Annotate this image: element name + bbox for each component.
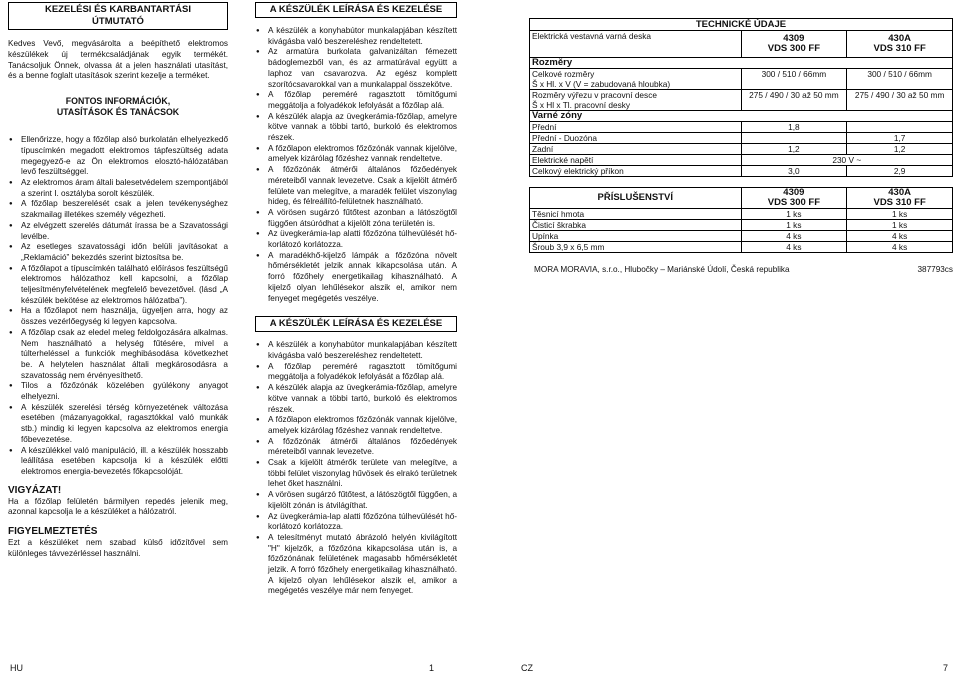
table-cell: Přední xyxy=(530,122,742,133)
table-cell: 300 / 510 / 66mm xyxy=(741,69,847,90)
overall-label-sub: Š x Hl. x V (V = zabudovaná hloubka) xyxy=(532,79,671,89)
table-row xyxy=(530,231,953,242)
footer-right-page-number: 7 xyxy=(943,663,949,673)
accessories-model1-header xyxy=(741,188,847,209)
safety-title xyxy=(8,96,228,118)
manual-title-line2: ÚTMUTATÓ xyxy=(92,16,144,27)
description-heading-2: A KÉSZÜLÉK LEÍRÁSA ÉS KEZELÉSE xyxy=(255,316,457,332)
safety-list xyxy=(8,135,228,478)
tech-section-zones: Varné zóny xyxy=(530,111,953,122)
tech-product-label: Elektrická vestavná varná deska xyxy=(532,31,651,41)
list-item: ● Az üvegkerámia-lap alatti főzőzóna túlhevülését hő-korlátozó korlátozza. xyxy=(255,229,457,250)
table-row xyxy=(530,133,953,144)
table-cell: 4 ks xyxy=(741,231,847,242)
model-number: 4309 xyxy=(783,33,805,44)
table-cell: 275 / 490 / 30 až 50 mm xyxy=(847,90,953,111)
table-cell: 3,0 xyxy=(741,166,847,177)
list-item: ● Az armatúra burkolata galvanizáltan fémezett bádoglemezből van, és az armatúrával együtt a laphoz van csavarozva. Az egész komplett szorítócsavarokkal van a munkalappal összekötve. xyxy=(255,47,457,90)
description-list-2 xyxy=(255,340,457,597)
list-item: ● A telesítményt mutató ábrázoló helyén kivilágított "H" kijelzők, a főzőzóna kikapcsolása után is, a főzőzónának felületének magasabb hőmérsékletét jelzik. A forró főzőhely energetikailag kihasználható. A kijelző olyan lehűlésekor alszik el, amikor a megégetés veszélye már nem fenyeget. xyxy=(255,533,457,597)
table-cell: 275 / 490 / 30 až 50 mm xyxy=(741,90,847,111)
list-item: ● Tilos a főzőzónák közelében gyúlékony anyagot elhelyezni. xyxy=(8,381,228,402)
table-cell: 4 ks xyxy=(741,242,847,253)
model-name: VDS 310 FF xyxy=(873,197,926,208)
list-item: ● Ellenőrizze, hogy a főzőlap alsó burkolatán elhelyezkedő típuscímkén megadott elektromos tápfeszültség adata megegyező-e az Ön elektromos elosztó-hálózatában levő feszültséggel. xyxy=(8,135,228,178)
table-cell: 4 ks xyxy=(847,242,953,253)
table-cell xyxy=(741,133,847,144)
company-line xyxy=(529,265,953,274)
tech-model2-header xyxy=(847,31,953,58)
overall-label: Celkové rozměry xyxy=(532,69,595,79)
list-item: ● A főzőlap pereméré ragasztott tömítőgumi meggátolja a folyadékok lefolyását a főzőlap alá. xyxy=(255,362,457,383)
list-item: ● Az elvégzett szerelés dátumát írassa be a Szavatossági levélbe. xyxy=(8,221,228,242)
list-item: ● Az elektromos áram általi balesetvédelem szempontjából a szerint I. osztályba sorolt készülék. xyxy=(8,178,228,199)
table-cell: 1,8 xyxy=(741,122,847,133)
list-item: ● A készülék a konyhabútor munkalapjában készített kivágásba való beszereléshez rendeltetett. xyxy=(255,26,457,47)
list-item: ● Csak a kijelölt átmérők területe van melegítve, a többi felület viszonylag hűvösek és elrakó területnek lehet őket használni. xyxy=(255,458,457,490)
footer-left-language: HU xyxy=(10,663,23,673)
table-row xyxy=(530,166,953,177)
tech-section-dimensions: Rozměry xyxy=(530,58,953,69)
table-cell: 1 ks xyxy=(847,220,953,231)
tech-table xyxy=(529,18,953,177)
list-item: ● A főzőlap csak az eledel meleg feldolgozására alkalmas. Nem használható a helység fűtésére, mivel a túlterheléssel a funkciók meghibásodása következhet be. A helytelen használat általi megkárosodásra a szavatosság nem érvényesíthető. xyxy=(8,328,228,382)
model-name: VDS 300 FF xyxy=(767,197,821,208)
table-cell: 4 ks xyxy=(847,231,953,242)
accessories-table xyxy=(529,187,953,253)
description-list xyxy=(255,26,457,304)
list-item: ● A vörösen sugárzó fűtőtest, a látószögtől függően, a kijelölt zónán is átvilágíthat. xyxy=(255,490,457,511)
table-row xyxy=(530,220,953,231)
tech-title: TECHNICKÉ ÚDAJE xyxy=(530,19,953,31)
table-cell: 1 ks xyxy=(847,209,953,220)
model-name: VDS 300 FF xyxy=(767,43,821,54)
table-cell: 1,2 xyxy=(741,144,847,155)
table-cell: 1,7 xyxy=(847,133,953,144)
model-number: 4309 xyxy=(783,187,805,198)
table-cell: Čisticí škrabka xyxy=(530,220,742,231)
safety-title-line1: FONTOS INFORMÁCIÓK, xyxy=(65,96,171,107)
warning-title: VIGYÁZAT! xyxy=(8,484,62,496)
column-technical xyxy=(529,18,953,274)
list-item: ● Az üvegkerámia-lap alatti főzőzóna túlhevülését hő-korlátozó korlátozza. xyxy=(255,512,457,533)
table-cell: Šroub 3,9 x 6,5 mm xyxy=(530,242,742,253)
list-item: ● A főzőlapot a típuscímkén található előírásos feszültségű elektromos hálózathoz kell kapcsolni, a főzőlap teljesítményfelvételének megfelelő bevezetővel. (lásd „A készülék bekötése az elektromos hálózatba”). xyxy=(8,264,228,307)
tech-model1-header xyxy=(741,31,847,58)
table-cell: Zadní xyxy=(530,144,742,155)
cutout-label: Rozměry výřezu v pracovní desce xyxy=(532,90,657,100)
description-heading: A KÉSZÜLÉK LEÍRÁSA ÉS KEZELÉSE xyxy=(255,2,457,18)
accessories-title: PŘÍSLUŠENSTVÍ xyxy=(530,188,742,209)
list-item: ● Az esetleges szavatossági időn belüli javításokat a „Reklamáció” bekezdés szerint biztosítsa be. xyxy=(8,242,228,263)
table-row-label xyxy=(530,69,742,90)
table-cell: 1,2 xyxy=(847,144,953,155)
list-item: ● A főzőlap pereméré ragasztott tömítőgumi meggátolja a folyadékok lefolyását a főzőlap alá. xyxy=(255,90,457,111)
list-item: ● A főzőlapon elektromos főzőzónák vannak kijelölve, amelyek kizárólag főzéshez vannak rendeltetve. xyxy=(255,144,457,165)
table-cell: Upínka xyxy=(530,231,742,242)
manual-title-box xyxy=(8,2,228,30)
list-item: ● A készülék alapja az üvegkerámia-főzőlap, amelyre kötve vannak a többi tartó, burkoló és elektromos részek. xyxy=(255,112,457,144)
footer-right-language: CZ xyxy=(521,663,533,673)
safety-title-line2: UTASÍTÁSOK ÉS TANÁCSOK xyxy=(56,107,180,118)
table-cell: 300 / 510 / 66mm xyxy=(847,69,953,90)
table-row-label xyxy=(530,90,742,111)
table-cell: Elektrické napětí xyxy=(530,155,742,166)
table-cell: Přední - Duozóna xyxy=(530,133,742,144)
footer-left-page-number: 1 xyxy=(429,663,435,673)
warning-text: Ha a főzőlap felületén bármilyen repedés jelenik meg, azonnal kapcsolja le a készüléket a hálózatról. xyxy=(8,496,228,517)
table-cell: 230 V ~ xyxy=(741,155,953,166)
list-item: ● A készülék szerelési térség környezetének változása esetében (mázanyagokkal, ragasztókkal való munkák stb.) mindig ki legyen kapcsolva az elektromos energia főbevezetése. xyxy=(8,403,228,446)
list-item: ● A készülék alapja az üvegkerámia-főzőlap, amelyre kötve vannak a többi tartó, burkoló és elektromos részek. xyxy=(255,383,457,415)
column-description xyxy=(255,0,457,597)
table-row xyxy=(530,242,953,253)
table-cell: Těsnicí hmota xyxy=(530,209,742,220)
list-item: ● A főzőzónák átmérői általános főzőedények méreteiből vannak levezetve. Csak a kijelölt átmérő felülete van melegítve, a maradék felület viszonylag hideg, és félreállító-felületnek használható. xyxy=(255,165,457,208)
accessories-model2-header xyxy=(847,188,953,209)
tech-product-cell xyxy=(530,31,742,58)
table-cell: 1 ks xyxy=(741,209,847,220)
list-item: ● A főzőzónák átmérői általános főzőedények méreteiből vannak levezetve. xyxy=(255,437,457,458)
manual-title-line1: KEZELÉSI ÉS KARBANTARTÁSI xyxy=(44,4,192,15)
table-cell: 1 ks xyxy=(741,220,847,231)
intro-paragraph: Kedves Vevő, megvásárolta a beépíthető elektromos készülékek új termékcsaládjának egyik termékét. Tanácsoljuk Önnek, olvassa át a jelen használati utasítást, és a benne foglalt utasítások szerint kezelje a terméket. xyxy=(8,39,228,81)
table-row xyxy=(530,209,953,220)
table-row xyxy=(530,155,953,166)
notice-text: Ezt a készüléket nem szabad külső időzítővel sem különleges távvezérléssel használni. xyxy=(8,538,228,559)
list-item: ● A készülék a konyhabútor munkalapjában készített kivágásba való beszereléshez rendeltetett. xyxy=(255,340,457,361)
notice-title: FIGYELMEZTETÉS xyxy=(8,526,98,538)
document-code: 387793cs xyxy=(917,265,953,274)
table-cell: 2,9 xyxy=(847,166,953,177)
cutout-label-sub: Š x Hl x Tl. pracovní desky xyxy=(532,100,631,110)
list-item: ● A maradékhő-kijelző lámpák a főzőzóna növelt hőmérsékletét jelzik annak kikapcsolása után. A forró főzőhely energetikailag kihasználható. A kijelző olyan lehűlésekor alszik el, amikor nem fenyeget megégetés veszélye. xyxy=(255,251,457,305)
model-number: 430A xyxy=(888,187,911,198)
table-row xyxy=(530,122,953,133)
list-item: ● A főzőlapon elektromos főzőzónák vannak kijelölve, amelyek kizárólag főzéshez vannak rendeltetve. xyxy=(255,415,457,436)
column-hungarian-intro xyxy=(8,0,228,560)
company-address: MORA MORAVIA, s.r.o., Hlubočky – Mariánské Údolí, Česká republika xyxy=(534,265,790,274)
table-cell xyxy=(847,122,953,133)
list-item: ● A készülékkel való manipuláció, ill. a készülék hosszabb leállítása esetében kapcsolja ki a készülék előtti elektromos energia-bevezetés főkapcsolóját. xyxy=(8,446,228,478)
table-row xyxy=(530,144,953,155)
table-cell: Celkový elektrický příkon xyxy=(530,166,742,177)
model-name: VDS 310 FF xyxy=(873,43,926,54)
list-item: ● Ha a főzőlapot nem használja, ügyeljen arra, hogy az összes vezérlőegység ki legyen kapcsolva. xyxy=(8,306,228,327)
list-item: ● A vörösen sugárzó fűtőtest azonban a látószögtől függően átsúródhat a kijelölt zóna területén is. xyxy=(255,208,457,229)
list-item: ● A főzőlap beszerelését csak a jelen tevékenységhez szakmailag illetékes személy végezheti. xyxy=(8,199,228,220)
model-number: 430A xyxy=(888,33,911,44)
